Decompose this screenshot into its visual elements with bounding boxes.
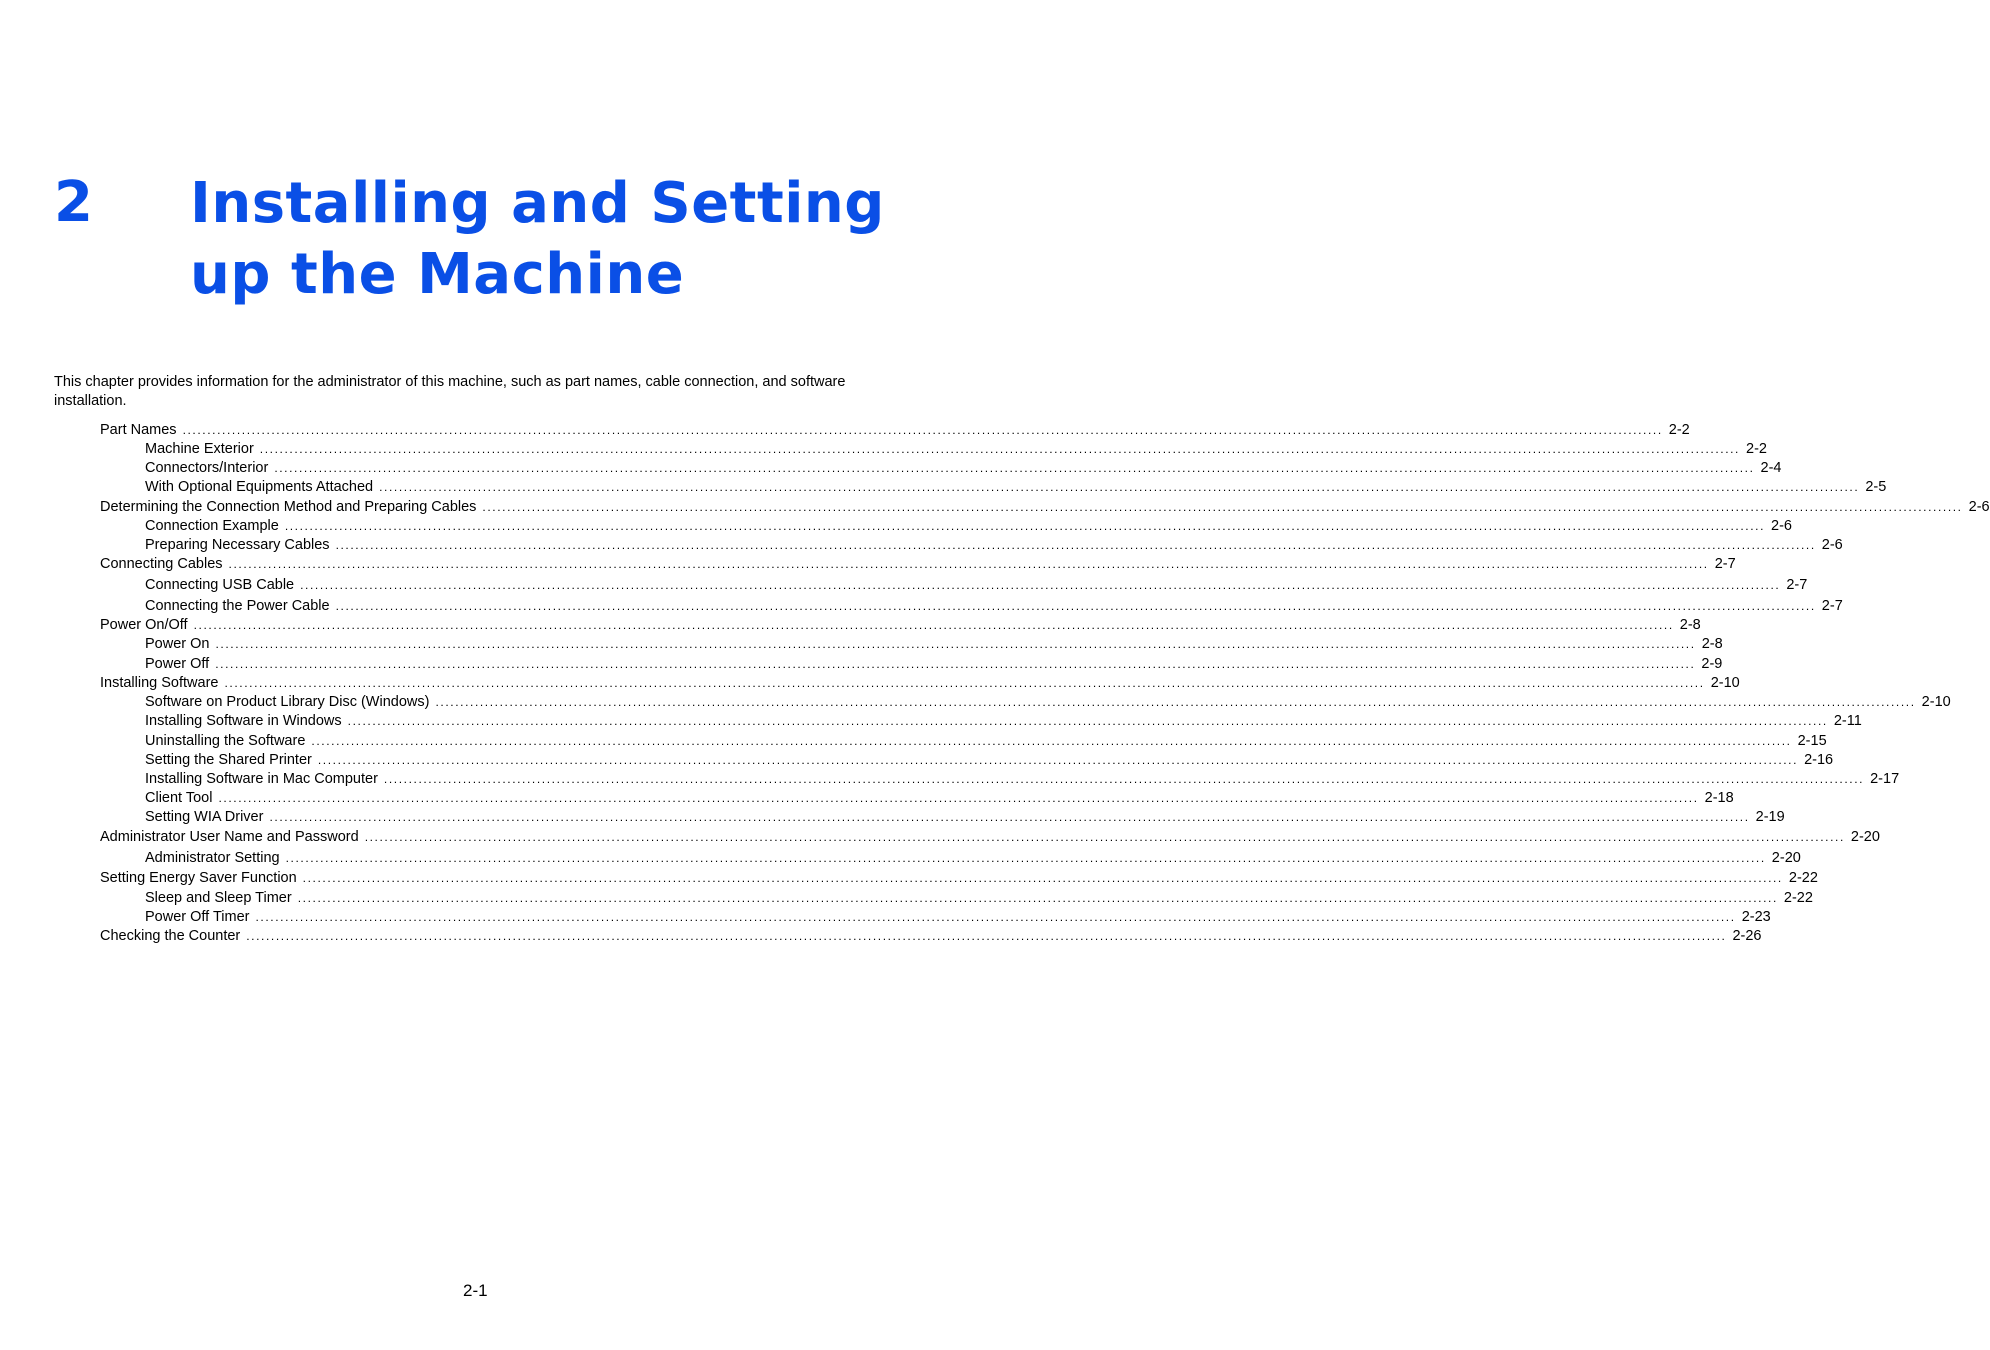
toc-entry-page: 2-11 [1833, 713, 1862, 729]
toc-entry[interactable] [100, 908, 1771, 927]
toc-entry[interactable] [100, 889, 1813, 908]
chapter-intro: This chapter provides information for the administrator of this machine, such as part names, cable connection, and software installation. [54, 374, 846, 409]
toc-entry-page: 2-20 [1850, 829, 1880, 845]
toc-entry-page: 2-17 [1870, 771, 1900, 787]
toc-dot-leader: ............................................................................................................................................................................................................................................................................................................ [317, 753, 1799, 767]
toc-entry[interactable] [100, 849, 1801, 868]
toc-dot-leader: ............................................................................................................................................................................................................................................................................................................ [482, 500, 1963, 514]
toc-entry[interactable] [100, 732, 1827, 751]
toc-dot-leader: ............................................................................................................................................................................................................................................................................................................ [285, 851, 1766, 865]
toc-dot-leader: ............................................................................................................................................................................................................................................................................................................ [274, 461, 1755, 475]
toc-entry-label: Connection Example [145, 518, 279, 534]
toc-entry-page: 2-22 [1788, 870, 1818, 886]
toc-dot-leader: ............................................................................................................................................................................................................................................................................................................ [297, 891, 1778, 905]
toc-dot-leader: ............................................................................................................................................................................................................................................................................................................ [435, 695, 1916, 709]
toc-entry-page: 2-10 [1710, 675, 1740, 691]
toc-entry-label: Setting Energy Saver Function [100, 870, 297, 886]
toc-dot-leader: ............................................................................................................................................................................................................................................................................................................ [215, 657, 1696, 671]
toc-dot-leader: ............................................................................................................................................................................................................................................................................................................ [224, 676, 1705, 690]
toc-entry-page: 2-19 [1755, 809, 1785, 825]
toc-dot-leader: ............................................................................................................................................................................................................................................................................................................ [300, 578, 1781, 592]
toc-entry-page: 2-5 [1865, 479, 1887, 495]
toc-entry-label: Connectors/Interior [145, 460, 269, 476]
toc-dot-leader: ............................................................................................................................................................................................................................................................................................................ [311, 734, 1792, 748]
toc-entry[interactable] [100, 517, 1792, 536]
toc-entry-page: 2-6 [1771, 518, 1792, 534]
toc-entry-label: Part Names [100, 422, 177, 438]
toc-entry-label: Software on Product Library Disc (Windows) [145, 694, 430, 710]
toc-entry[interactable] [100, 616, 1701, 635]
toc-entry-page: 2-16 [1804, 752, 1834, 768]
toc-dot-leader: ............................................................................................................................................................................................................................................................................................................ [246, 929, 1727, 943]
toc-entry[interactable] [100, 770, 1900, 789]
toc-entry[interactable] [100, 421, 1690, 440]
toc-entry[interactable] [100, 555, 1736, 574]
toc-entry-label: Administrator Setting [145, 850, 280, 866]
toc-entry-page: 2-15 [1797, 733, 1827, 749]
toc-entry-label: Machine Exterior [145, 441, 254, 457]
toc-entry-label: With Optional Equipments Attached [145, 479, 374, 495]
toc-entry-label: Setting the Shared Printer [145, 752, 312, 768]
toc-entry-page: 2-8 [1679, 617, 1701, 633]
toc-entry-label: Connecting USB Cable [145, 577, 295, 593]
toc-dot-leader: ............................................................................................................................................................................................................................................................................................................ [259, 442, 1740, 456]
toc-dot-leader: ............................................................................................................................................................................................................................................................................................................ [383, 772, 1865, 786]
chapter-title [190, 168, 910, 310]
toc-entry-label: Setting WIA Driver [145, 809, 264, 825]
toc-entry-label: Determining the Connection Method and Preparing Cables [100, 499, 477, 515]
toc-entry-label: Connecting Cables [100, 556, 223, 572]
toc-entry[interactable] [100, 597, 1843, 616]
toc-entry[interactable] [100, 674, 1740, 693]
toc-dot-leader: ............................................................................................................................................................................................................................................................................................................ [347, 714, 1828, 728]
toc-entry-label: Power On [145, 636, 210, 652]
toc-entry[interactable] [100, 655, 1723, 674]
toc-dot-leader: ............................................................................................................................................................................................................................................................................................................ [364, 830, 1845, 844]
toc-entry-page: 2-8 [1701, 636, 1723, 652]
toc-entry[interactable] [100, 927, 1762, 946]
toc-entry-label: Power Off [145, 656, 210, 672]
toc-dot-leader: ............................................................................................................................................................................................................................................................................................................ [302, 871, 1783, 885]
toc-entry[interactable] [100, 828, 1880, 847]
toc-entry-label: Power On/Off [100, 617, 188, 633]
toc-entry-label: Preparing Necessary Cables [145, 537, 330, 553]
toc-dot-leader: ............................................................................................................................................................................................................................................................................................................ [269, 810, 1750, 824]
toc-entry-page: 2-7 [1714, 556, 1736, 572]
toc-entry[interactable] [100, 635, 1723, 654]
toc-entry[interactable] [100, 789, 1734, 808]
toc-dot-leader: ............................................................................................................................................................................................................................................................................................................ [215, 637, 1696, 651]
toc-entry[interactable] [100, 536, 1843, 555]
toc-entry[interactable] [100, 498, 1990, 517]
toc-entry-page: 2-4 [1760, 460, 1782, 476]
toc-entry[interactable] [100, 712, 1862, 731]
toc-entry-page: 2-2 [1746, 441, 1767, 457]
toc-entry-page: 2-26 [1732, 928, 1762, 944]
toc-dot-leader: ............................................................................................................................................................................................................................................................................................................ [335, 538, 1816, 552]
toc-entry-label: Administrator User Name and Password [100, 829, 359, 845]
toc-entry-page: 2-7 [1821, 598, 1843, 614]
toc-entry-label: Installing Software in Mac Computer [145, 771, 378, 787]
toc-entry-page: 2-7 [1786, 577, 1808, 593]
page-number: 2-1 [463, 1281, 488, 1300]
toc-dot-leader: ............................................................................................................................................................................................................................................................................................................ [335, 599, 1816, 613]
toc-entry[interactable] [100, 478, 1887, 497]
toc-dot-leader: ............................................................................................................................................................................................................................................................................................................ [379, 480, 1860, 494]
toc-dot-leader: ............................................................................................................................................................................................................................................................................................................ [218, 791, 1699, 805]
toc-dot-leader: ............................................................................................................................................................................................................................................................................................................ [284, 519, 1766, 533]
toc-entry-label: Checking the Counter [100, 928, 241, 944]
toc-dot-leader: ............................................................................................................................................................................................................................................................................................................ [193, 618, 1674, 632]
toc-entry[interactable] [100, 751, 1834, 770]
toc-dot-leader: ............................................................................................................................................................................................................................................................................................................ [182, 423, 1663, 437]
toc-entry-page: 2-9 [1701, 656, 1723, 672]
toc-entry-page: 2-23 [1741, 909, 1771, 925]
toc-entry-label: Sleep and Sleep Timer [145, 890, 292, 906]
toc-entry-label: Client Tool [145, 790, 213, 806]
toc-entry[interactable] [100, 693, 1951, 712]
toc-entry-label: Power Off Timer [145, 909, 250, 925]
toc-entry-page: 2-2 [1668, 422, 1690, 438]
chapter-title-line-2: up the Machine [190, 242, 685, 307]
toc-entry[interactable] [100, 576, 1808, 595]
toc-entry-page: 2-18 [1704, 790, 1734, 806]
toc-entry-label: Installing Software [100, 675, 219, 691]
chapter-title-line-1: Installing and Setting [190, 171, 885, 236]
toc-entry-label: Connecting the Power Cable [145, 598, 330, 614]
toc-entry[interactable] [100, 459, 1782, 478]
toc-entry-page: 2-10 [1921, 694, 1951, 710]
toc-entry-label: Uninstalling the Software [145, 733, 306, 749]
toc-dot-leader: ............................................................................................................................................................................................................................................................................................................ [228, 557, 1709, 571]
chapter-number: 2 [54, 170, 94, 235]
toc-entry-page: 2-6 [1821, 537, 1843, 553]
toc-entry[interactable] [100, 440, 1767, 459]
toc-entry-page: 2-6 [1968, 499, 1990, 515]
toc-entry-label: Installing Software in Windows [145, 713, 342, 729]
toc-dot-leader: ............................................................................................................................................................................................................................................................................................................ [255, 910, 1736, 924]
toc-entry-page: 2-20 [1771, 850, 1801, 866]
toc-entry-page: 2-22 [1783, 890, 1813, 906]
toc-entry[interactable] [100, 869, 1818, 888]
toc-entry[interactable] [100, 808, 1785, 827]
